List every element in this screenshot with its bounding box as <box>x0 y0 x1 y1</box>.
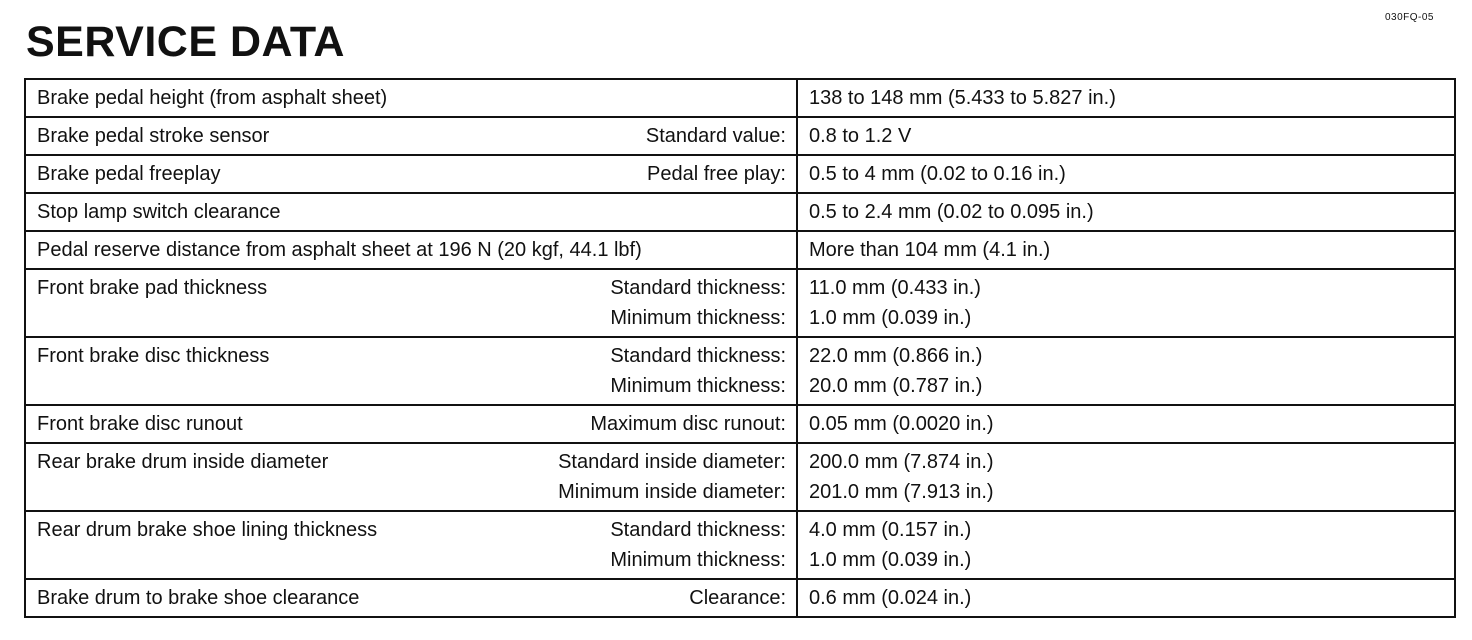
value-cell <box>797 269 1455 337</box>
item-cell <box>25 511 797 579</box>
table-row <box>25 193 1455 231</box>
table-row <box>25 443 1455 511</box>
table-row <box>25 579 1455 617</box>
table-row <box>25 405 1455 443</box>
item-name: Brake pedal freeplay <box>37 163 221 185</box>
value-cell <box>797 337 1455 405</box>
spec-label: Minimum inside diameter: <box>558 481 786 503</box>
value-cell <box>797 405 1455 443</box>
spec-labels <box>646 121 786 151</box>
spec-value: More than 104 mm (4.1 in.) <box>809 239 1051 261</box>
item-name: Front brake disc runout <box>37 413 243 435</box>
spec-label: Minimum thickness: <box>610 375 786 397</box>
value-cell <box>797 193 1455 231</box>
spec-labels <box>689 583 786 613</box>
spec-label: Standard thickness: <box>610 277 786 299</box>
spec-label: Standard thickness: <box>610 519 786 541</box>
spec-value: 0.8 to 1.2 V <box>809 125 912 147</box>
document-code: 030FQ-05 <box>1384 12 1434 23</box>
item-name: Front brake disc thickness <box>37 345 270 367</box>
item-name: Front brake pad thickness <box>37 277 268 299</box>
item-cell <box>25 231 797 269</box>
spec-label: Maximum disc runout: <box>590 413 786 435</box>
table-row <box>25 155 1455 193</box>
value-cell <box>797 117 1455 155</box>
value-cell <box>797 511 1455 579</box>
item-name: Rear drum brake shoe lining thickness <box>37 519 378 541</box>
item-name: Brake pedal height (from asphalt sheet) <box>37 87 388 109</box>
item-cell <box>25 193 797 231</box>
table-row <box>25 231 1455 269</box>
item-cell <box>25 443 797 511</box>
spec-value: 0.05 mm (0.0020 in.) <box>809 413 994 435</box>
spec-label: Minimum thickness: <box>610 549 786 571</box>
value-cell <box>797 231 1455 269</box>
spec-value: 0.5 to 4 mm (0.02 to 0.16 in.) <box>809 163 1066 185</box>
spec-label: Standard inside diameter: <box>558 451 786 473</box>
spec-labels <box>610 341 786 401</box>
item-name: Rear brake drum inside diameter <box>37 451 329 473</box>
spec-value: 0.5 to 2.4 mm (0.02 to 0.095 in.) <box>809 201 1094 223</box>
spec-value: 1.0 mm (0.039 in.) <box>809 307 972 329</box>
item-cell <box>25 269 797 337</box>
spec-labels <box>610 273 786 333</box>
spec-label: Standard thickness: <box>610 345 786 367</box>
value-cell <box>797 155 1455 193</box>
table-row <box>25 269 1455 337</box>
value-cell <box>797 79 1455 117</box>
spec-labels <box>590 409 786 439</box>
item-cell <box>25 117 797 155</box>
spec-label: Clearance: <box>689 587 786 609</box>
spec-value: 201.0 mm (7.913 in.) <box>809 481 994 503</box>
table-row <box>25 511 1455 579</box>
item-cell <box>25 337 797 405</box>
spec-label: Standard value: <box>645 125 786 147</box>
spec-value: 1.0 mm (0.039 in.) <box>809 549 972 571</box>
spec-labels <box>558 447 786 507</box>
value-cell <box>797 579 1455 617</box>
spec-label: Pedal free play: <box>647 163 786 185</box>
item-name: Brake pedal stroke sensor <box>37 125 270 147</box>
table-row <box>25 337 1455 405</box>
item-cell <box>25 79 797 117</box>
spec-labels <box>647 159 786 189</box>
value-cell <box>797 443 1455 511</box>
item-cell <box>25 405 797 443</box>
service-data-table <box>24 78 1456 618</box>
spec-labels <box>610 515 786 575</box>
table-row <box>25 79 1455 117</box>
spec-value: 11.0 mm (0.433 in.) <box>809 277 981 299</box>
item-name: Stop lamp switch clearance <box>37 201 281 223</box>
item-cell <box>25 579 797 617</box>
item-name: Pedal reserve distance from asphalt sheet at 196 N (20 kgf, 44.1 lbf) <box>37 239 642 261</box>
spec-value: 4.0 mm (0.157 in.) <box>809 519 972 541</box>
item-cell <box>25 155 797 193</box>
spec-value: 20.0 mm (0.787 in.) <box>809 375 983 397</box>
table-row <box>25 117 1455 155</box>
spec-value: 200.0 mm (7.874 in.) <box>809 451 994 473</box>
spec-label: Minimum thickness: <box>610 307 786 329</box>
spec-value: 138 to 148 mm (5.433 to 5.827 in.) <box>809 87 1116 109</box>
page-title: SERVICE DATA <box>26 18 345 66</box>
item-name: Brake drum to brake shoe clearance <box>37 587 360 609</box>
spec-value: 0.6 mm (0.024 in.) <box>809 587 972 609</box>
spec-value: 22.0 mm (0.866 in.) <box>809 345 983 367</box>
